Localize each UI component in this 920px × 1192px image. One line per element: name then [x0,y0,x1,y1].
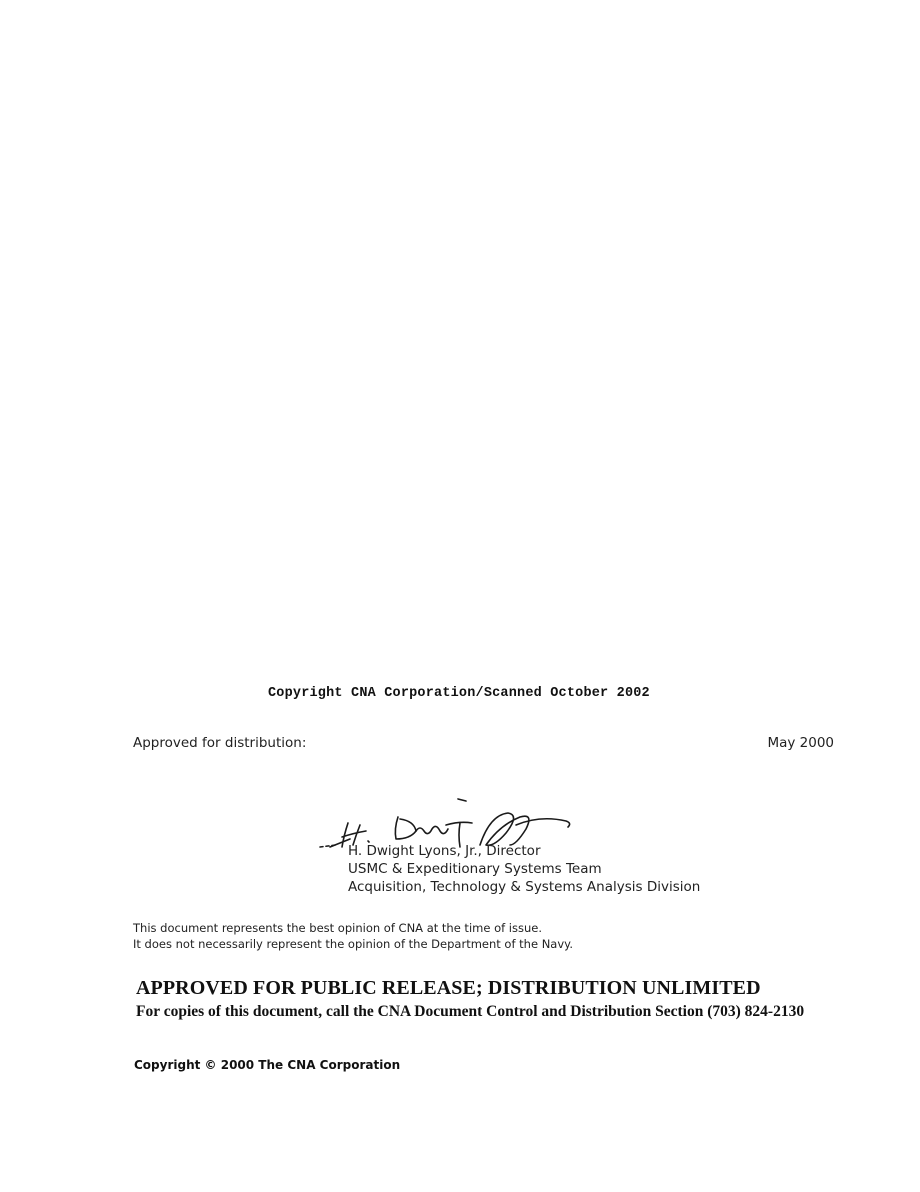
signatory-team: USMC & Expeditionary Systems Team [348,861,602,877]
scan-copyright-notice: Copyright CNA Corporation/Scanned October 2002 [268,686,650,701]
copies-contact-line: For copies of this document, call the CNA Document Control and Distribution Section (703) 824-2130 [136,1003,805,1020]
signatory-division: Acquisition, Technology & Systems Analysis Division [348,879,701,895]
signature-stroke [516,819,570,827]
disclaimer-line-1: This document represents the best opinion of CNA at the time of issue. [133,921,543,935]
copyright-footer: Copyright © 2000 The CNA Corporation [134,1058,401,1072]
signatory-name: H. Dwight Lyons, Jr., Director [348,843,541,859]
approved-for-distribution-label: Approved for distribution: [133,735,307,751]
signatory-block [348,842,700,896]
signature-stroke [480,813,529,845]
signature-stroke [458,799,466,801]
approval-date: May 2000 [767,735,834,751]
public-release-heading: APPROVED FOR PUBLIC RELEASE; DISTRIBUTION UNLIMITED [136,977,761,999]
signature-stroke [320,845,336,847]
signature-stroke [416,826,448,833]
disclaimer-line-2: It does not necessarily represent the opinion of the Department of the Navy. [133,936,573,951]
signature-stroke [395,817,416,839]
disclaimer [133,921,573,952]
